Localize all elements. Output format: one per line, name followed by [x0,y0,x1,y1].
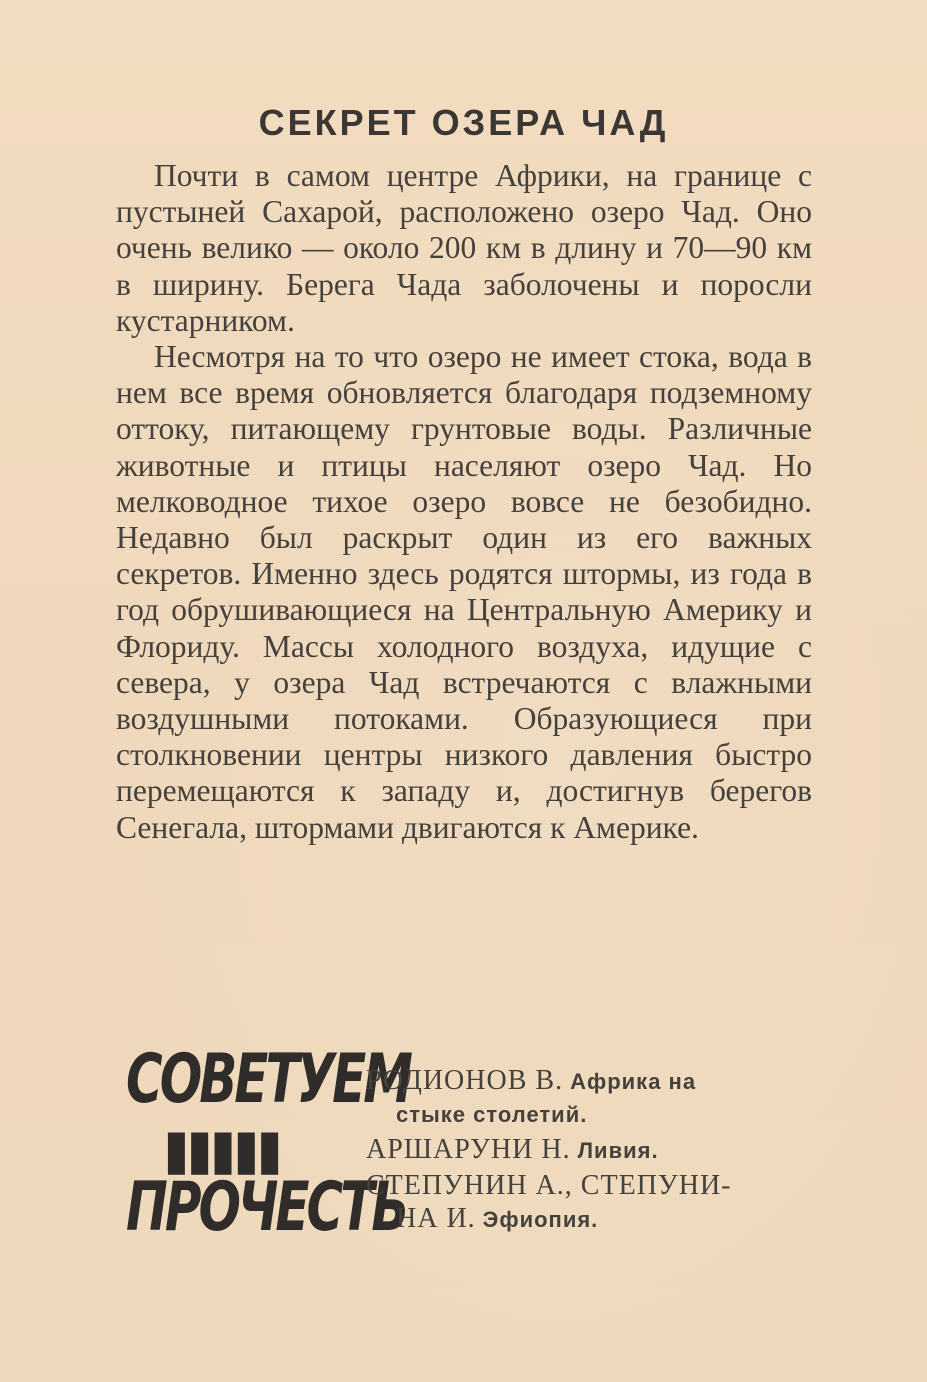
bibliography-entry [366,1064,826,1131]
bibliography-entry [366,1133,826,1167]
bibliography-author-part-2: НА И. [396,1203,476,1234]
article-body [116,158,812,846]
bibliography-author: АРШАРУНИ Н. [366,1134,571,1165]
bibliography-entry [366,1169,826,1236]
recommend-line-2-glyph-icon: ▮▮▮▮▮ [163,1116,281,1182]
article-paragraph-2: Несмотря на то что озеро не имеет стока, вода в нем все время обновляется благодаря подземному оттоку, питающему грунтовые воды. Различные животные и птицы населяют озеро Чад. Но мелководное тихое озеро вовсе не безобидно. Недавно был раскрыт один из его важных секретов. Именно здесь родятся штормы, из года в год обрушивающиеся на Центральную Америку и Флориду. Массы холодного воздуха, идущие с севера, у озера Чад встречаются с влажными воздушными потоками. Образующиеся при столкновении центры низкого давления быстро перемещаются к западу и, достигнув берегов Сенегала, штормами двигаются к Америке. [116,339,812,845]
bibliography-list [366,1064,826,1238]
bibliography-author: РОДИОНОВ В. [366,1065,564,1096]
recommend-line-3: ПРОЧЕСТЬ [126,1167,407,1247]
article-title: СЕКРЕТ ОЗЕРА ЧАД [258,102,669,143]
bibliography-author: СТЕПУНИН А., СТЕПУНИ- [366,1170,732,1201]
article-paragraph-1: Почти в самом центре Африки, на границе с пустыней Сахарой, расположено озеро Чад. Оно очень велико — около 200 км в длину и 70—90 км в ширину. Берега Чада заболочены и поросли кустарником. [116,158,812,338]
recommend-line-1: СОВЕТУЕМ [126,1039,411,1119]
bibliography-title-continued: стыке столетий. [396,1102,588,1127]
bibliography-title: Эфиопия. [482,1207,599,1232]
bibliography-title: Ливия. [577,1138,659,1163]
bibliography-author-continued [366,1202,826,1236]
recommend-to-read-emblem [126,1039,411,1247]
bibliography-title: Африка на [570,1069,697,1094]
